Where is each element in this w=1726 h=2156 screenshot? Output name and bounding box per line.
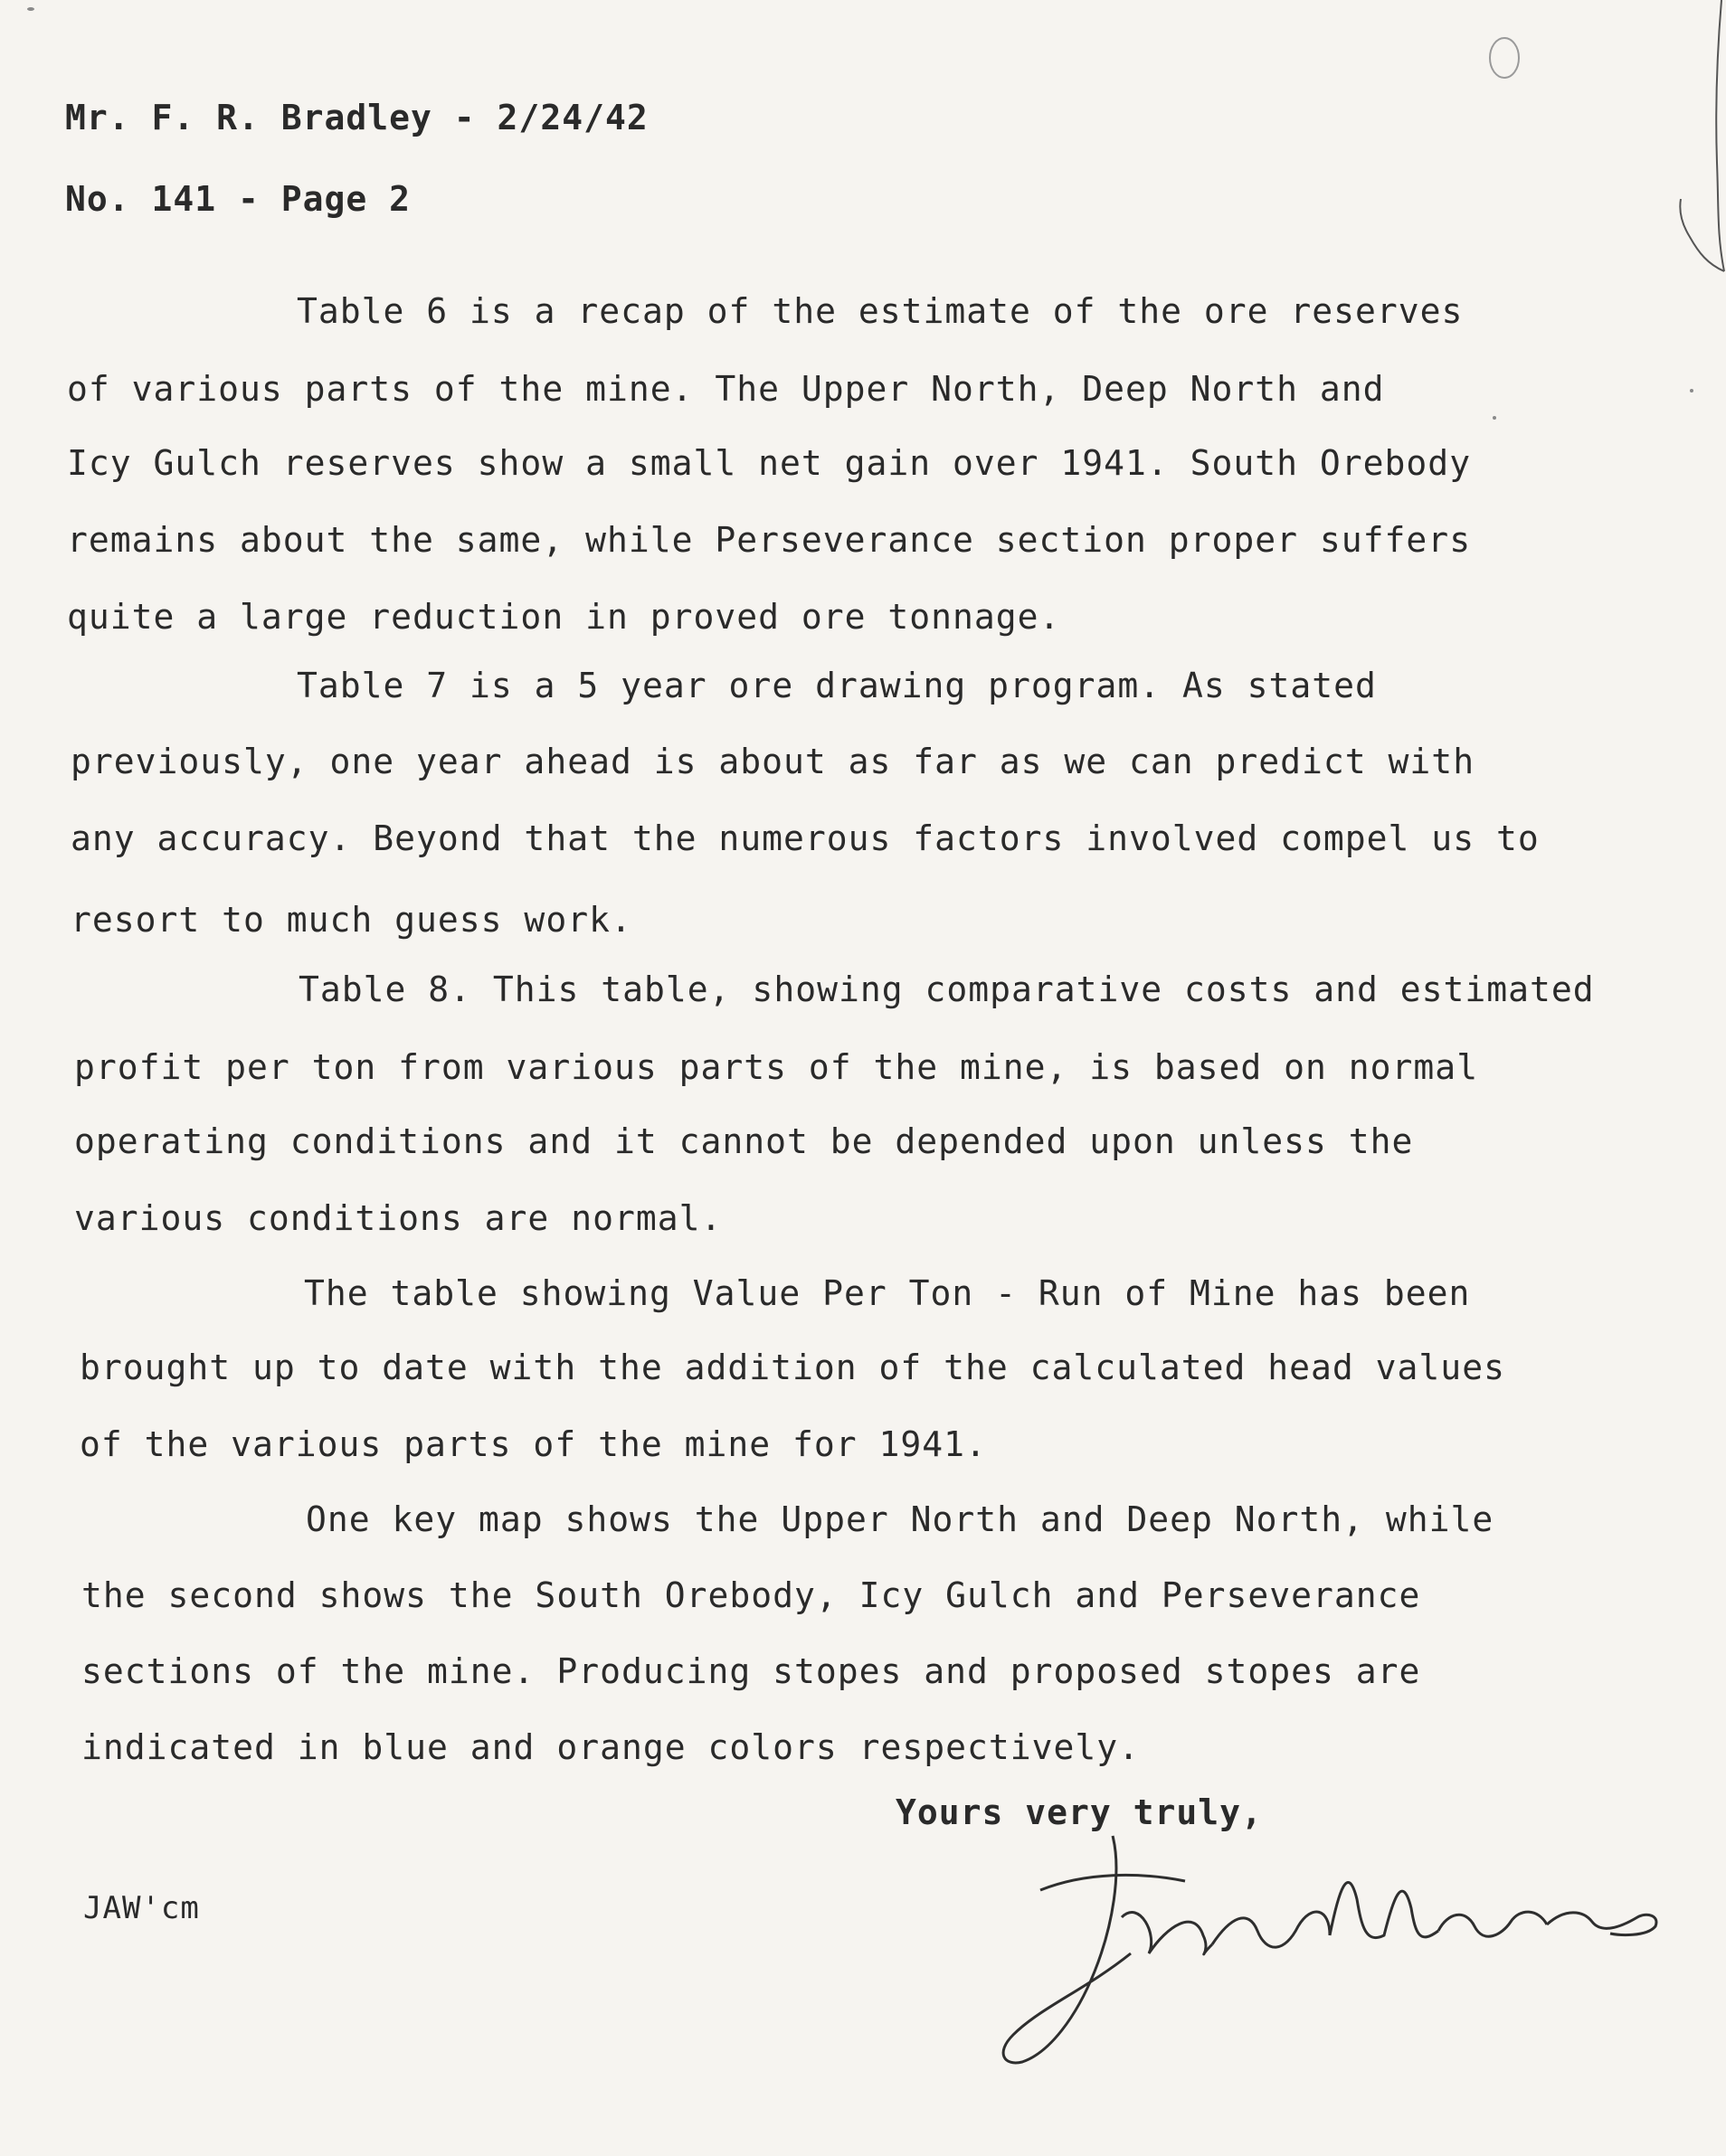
body-line: Table 6 is a recap of the estimate of the ore reserves: [297, 291, 1464, 331]
body-line: The table showing Value Per Ton - Run of Mine has been: [304, 1273, 1471, 1313]
body-line: sections of the mine. Producing stopes and proposed stopes are: [81, 1651, 1421, 1691]
margin-bracket-mark: [1626, 0, 1726, 280]
body-line: remains about the same, while Perseverance section proper suffers: [67, 520, 1472, 560]
paper-speck: [27, 7, 34, 11]
body-line: of various parts of the mine. The Upper North, Deep North and: [67, 369, 1385, 409]
body-line: operating conditions and it cannot be depended upon unless the: [74, 1121, 1414, 1161]
letter-recipient-date: Mr. F. R. Bradley - 2/24/42: [65, 98, 649, 137]
body-line: profit per ton from various parts of the mine, is based on normal: [74, 1047, 1479, 1087]
body-line: the second shows the South Orebody, Icy Gulch and Perseverance: [81, 1575, 1421, 1615]
pencil-circle-mark: [1484, 33, 1525, 83]
body-line: One key map shows the Upper North and Deep North, while: [306, 1499, 1494, 1539]
paper-speck: [1690, 389, 1693, 392]
body-line: indicated in blue and orange colors respectively.: [81, 1727, 1141, 1767]
typist-initials: JAW'cm: [83, 1890, 200, 1926]
handwritten-signature: [986, 1818, 1674, 2080]
body-line: quite a large reduction in proved ore tonnage.: [67, 597, 1061, 637]
body-line: Icy Gulch reserves show a small net gain over 1941. South Orebody: [67, 443, 1472, 483]
body-line: Table 7 is a 5 year ore drawing program. As stated: [297, 666, 1377, 705]
body-line: Table 8. This table, showing comparative costs and estimated: [299, 969, 1595, 1009]
body-line: of the various parts of the mine for 1941.: [80, 1424, 987, 1464]
letter-closing: Yours very truly,: [896, 1792, 1263, 1832]
paper-speck: [1493, 416, 1496, 420]
body-line: various conditions are normal.: [74, 1198, 723, 1238]
letter-page-number: No. 141 - Page 2: [65, 179, 412, 219]
body-line: resort to much guess work.: [71, 900, 632, 940]
body-line: any accuracy. Beyond that the numerous factors involved compel us to: [71, 818, 1540, 858]
body-line: brought up to date with the addition of the calculated head values: [80, 1348, 1505, 1387]
body-line: previously, one year ahead is about as far as we can predict with: [71, 742, 1475, 781]
